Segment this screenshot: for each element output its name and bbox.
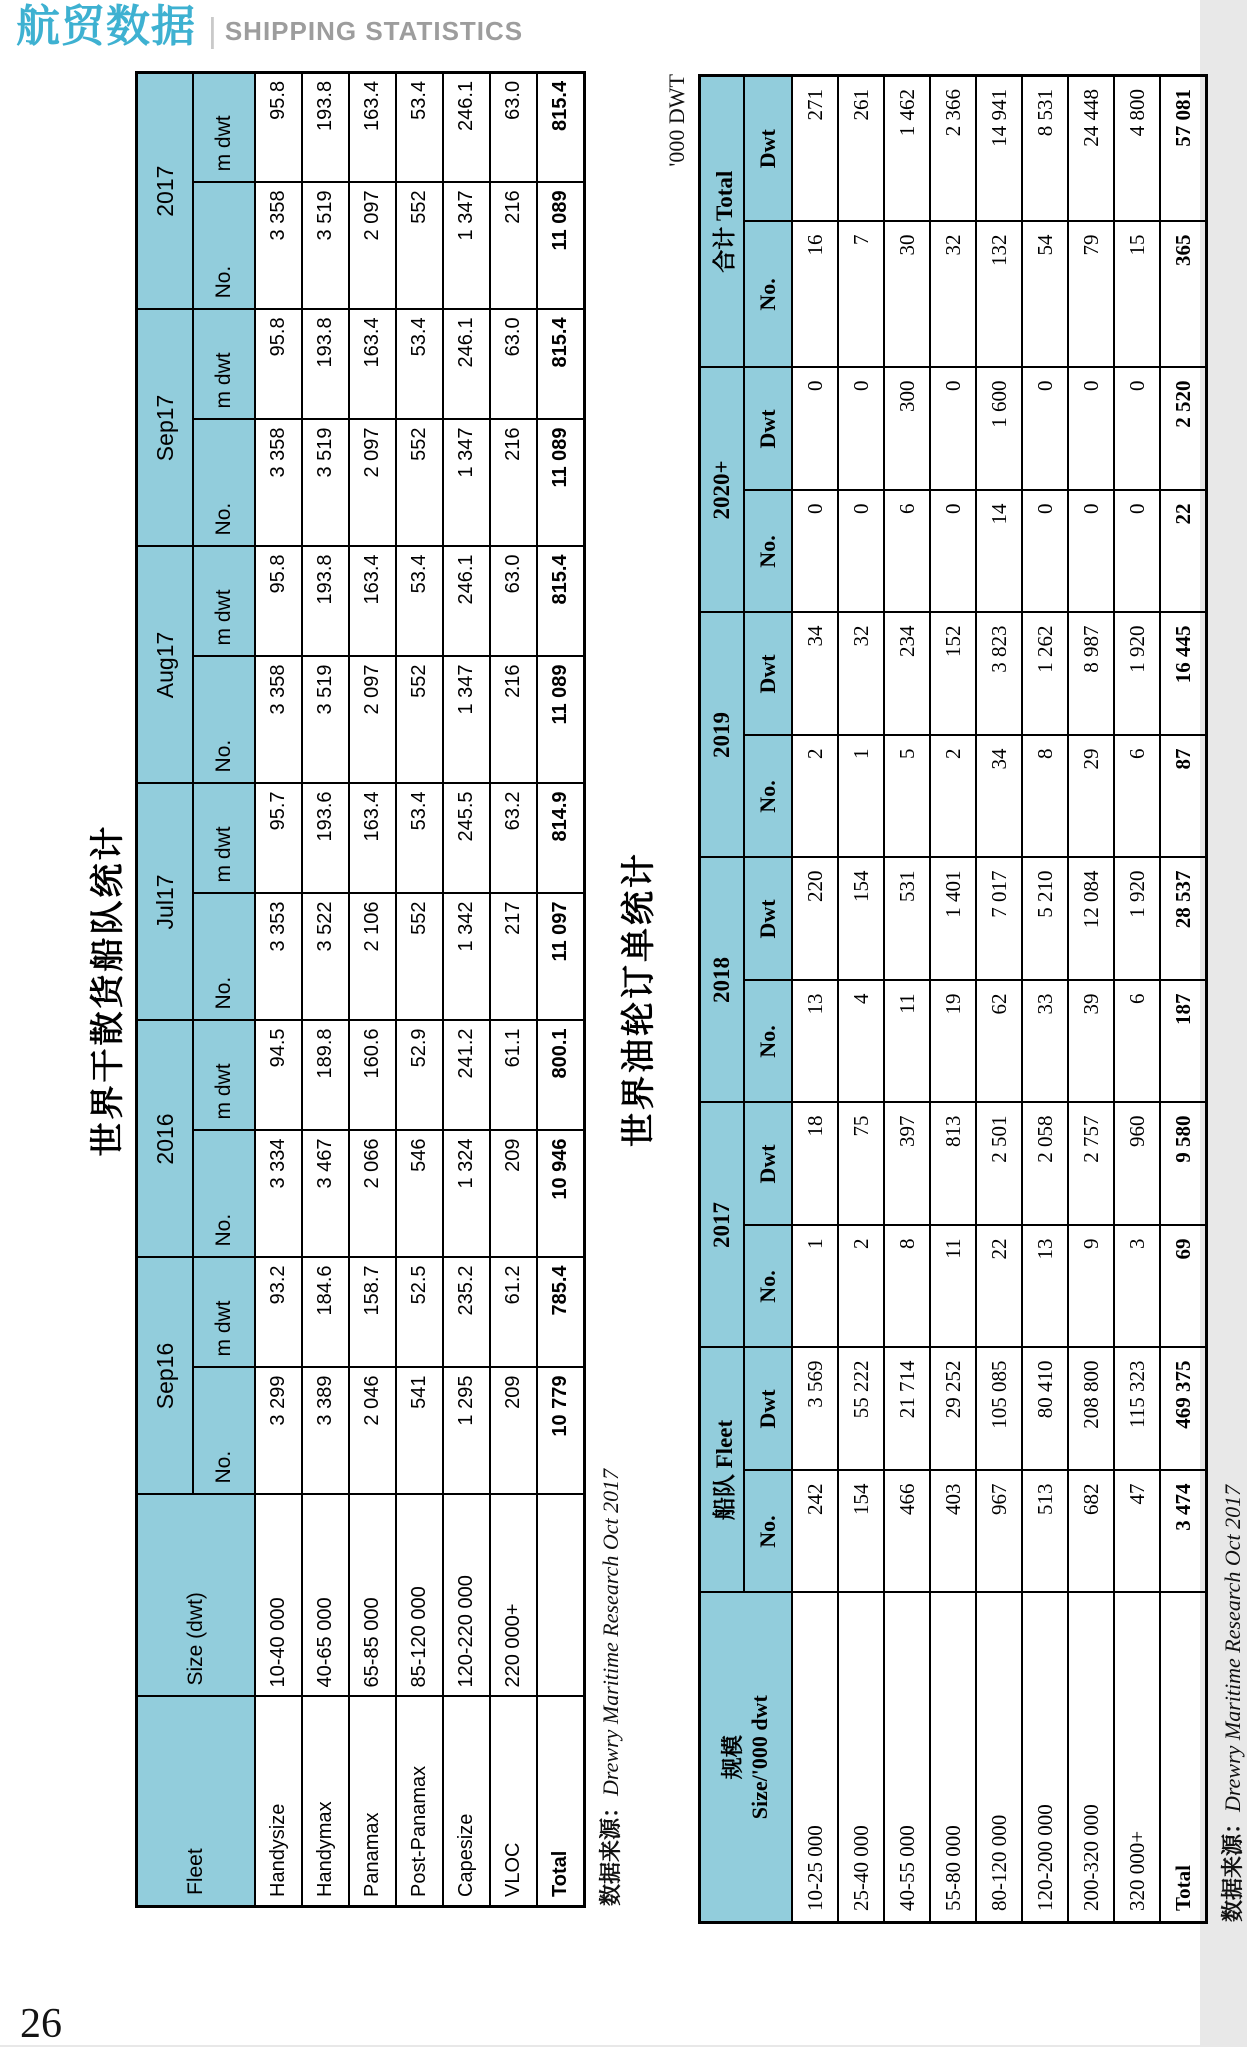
value-cell: 21 714 xyxy=(884,1347,930,1470)
value-cell: 466 xyxy=(884,1471,930,1593)
value-cell: 3 569 xyxy=(792,1347,838,1470)
value-cell: 30 xyxy=(884,221,930,367)
period-header: Sep16 xyxy=(137,1257,194,1494)
value-cell: 63.0 xyxy=(490,72,537,182)
value-cell: 682 xyxy=(1068,1471,1114,1593)
period-header: 2017 xyxy=(137,72,194,309)
value-cell: 552 xyxy=(396,182,443,309)
value-cell: 29 252 xyxy=(930,1347,976,1470)
value-cell: 246.1 xyxy=(443,72,490,182)
value-cell: 0 xyxy=(1114,490,1160,612)
value-cell: 14 xyxy=(976,490,1022,612)
fleet-column-header: Fleet xyxy=(137,1697,256,1907)
dwt-sub-header: Dwt xyxy=(744,1102,792,1225)
value-cell: 22 xyxy=(976,1225,1022,1347)
no-sub-header: No. xyxy=(193,419,255,546)
group-en: 2019 xyxy=(709,711,734,758)
fleet-name-cell: Capesize xyxy=(443,1697,490,1907)
value-cell: 241.2 xyxy=(443,1020,490,1130)
page-header-english-title: SHIPPING STATISTICS xyxy=(224,16,524,47)
value-cell: 403 xyxy=(930,1471,976,1593)
value-cell: 95.8 xyxy=(255,546,302,656)
value-cell: 53.4 xyxy=(396,783,443,893)
value-cell: 6 xyxy=(1114,980,1160,1102)
dwt-sub-header: Dwt xyxy=(744,75,792,221)
value-cell: 3 522 xyxy=(302,893,349,1020)
value-cell: 397 xyxy=(884,1102,930,1225)
value-cell: 13 xyxy=(1022,1225,1068,1347)
size-range-cell: 25-40 000 xyxy=(838,1593,884,1923)
value-cell: 1 920 xyxy=(1114,857,1160,980)
dry-bulk-table-title: 世界干散货船队统计 xyxy=(89,823,127,1157)
value-cell: 163.4 xyxy=(349,546,396,656)
value-cell: 2 058 xyxy=(1022,1102,1068,1225)
value-cell: 14 941 xyxy=(976,75,1022,221)
no-sub-header: No. xyxy=(193,1368,255,1495)
size-header-en: Size/'000 dwt xyxy=(747,1695,772,1820)
table-row xyxy=(884,75,930,1922)
value-cell: 2 066 xyxy=(349,1130,396,1257)
value-cell: 4 800 xyxy=(1114,75,1160,221)
value-cell: 552 xyxy=(396,419,443,546)
group-header-2017 xyxy=(700,1102,745,1347)
group-header-2018 xyxy=(700,857,745,1102)
size-range-cell: 40-55 000 xyxy=(884,1593,930,1923)
page-header xyxy=(16,4,523,50)
value-cell: 95.7 xyxy=(255,783,302,893)
value-cell: 3 358 xyxy=(255,656,302,783)
value-cell: 52.5 xyxy=(396,1257,443,1367)
fleet-name-cell: Post-Panamax xyxy=(396,1697,443,1907)
mdwt-sub-header: m dwt xyxy=(193,1020,255,1130)
no-sub-header: No. xyxy=(744,490,792,612)
value-cell: 2 501 xyxy=(976,1102,1022,1225)
no-sub-header: No. xyxy=(744,735,792,857)
value-cell: 0 xyxy=(1022,367,1068,490)
value-cell: 216 xyxy=(490,419,537,546)
value-cell: 2 xyxy=(792,735,838,857)
value-cell: 813 xyxy=(930,1102,976,1225)
value-cell: 79 xyxy=(1068,221,1114,367)
value-cell: 94.5 xyxy=(255,1020,302,1130)
table-row xyxy=(792,75,838,1922)
value-cell: 187 xyxy=(1160,980,1207,1102)
value-cell: 18 xyxy=(792,1102,838,1225)
size-range-cell: 40-65 000 xyxy=(302,1495,349,1697)
value-cell: 7 xyxy=(838,221,884,367)
dwt-sub-header: Dwt xyxy=(744,612,792,735)
value-cell: 552 xyxy=(396,893,443,1020)
value-cell: 95.8 xyxy=(255,309,302,419)
page-header-chinese-title: 航贸数据 xyxy=(16,2,196,51)
mdwt-sub-header: m dwt xyxy=(193,309,255,419)
value-cell: 4 xyxy=(838,980,884,1102)
value-cell: 87 xyxy=(1160,735,1207,857)
value-cell: 3 519 xyxy=(302,419,349,546)
value-cell: 75 xyxy=(838,1102,884,1225)
no-sub-header: No. xyxy=(193,182,255,309)
source-text: Drewry Maritime Research Oct 2017 xyxy=(598,1468,623,1796)
table-row xyxy=(1114,75,1160,1922)
value-cell: 815.4 xyxy=(537,309,585,419)
value-cell: 5 210 xyxy=(1022,857,1068,980)
value-cell: 189.8 xyxy=(302,1020,349,1130)
value-cell: 541 xyxy=(396,1368,443,1495)
size-range-cell: 220 000+ xyxy=(490,1495,537,1697)
size-range-cell: 120-220 000 xyxy=(443,1495,490,1697)
value-cell: 815.4 xyxy=(537,546,585,656)
value-cell: 8 987 xyxy=(1068,612,1114,735)
value-cell: 28 537 xyxy=(1160,857,1207,980)
value-cell: 3 358 xyxy=(255,182,302,309)
value-cell: 3 519 xyxy=(302,656,349,783)
tanker-orderbook-table xyxy=(698,74,1208,1924)
value-cell: 154 xyxy=(838,857,884,980)
value-cell: 16 xyxy=(792,221,838,367)
value-cell: 154 xyxy=(838,1471,884,1593)
value-cell: 0 xyxy=(1068,490,1114,612)
value-cell: 2 xyxy=(838,1225,884,1347)
value-cell: 1 401 xyxy=(930,857,976,980)
value-cell: 2 757 xyxy=(1068,1102,1114,1225)
value-cell: 1 347 xyxy=(443,656,490,783)
value-cell: 0 xyxy=(838,490,884,612)
no-sub-header: No. xyxy=(193,893,255,1020)
period-header: 2016 xyxy=(137,1020,194,1257)
size-range-cell: Total xyxy=(1160,1593,1207,1923)
size-column-header: Size (dwt) xyxy=(137,1495,256,1697)
no-sub-header: No. xyxy=(193,1130,255,1257)
mdwt-sub-header: m dwt xyxy=(193,783,255,893)
source-text: Drewry Maritime Research Oct 2017 xyxy=(1220,1484,1245,1812)
value-cell: 193.8 xyxy=(302,546,349,656)
group-header-row xyxy=(700,75,745,1922)
value-cell: 24 448 xyxy=(1068,75,1114,221)
group-en: 2020+ xyxy=(709,460,734,520)
value-cell: 163.4 xyxy=(349,72,396,182)
value-cell: 11 xyxy=(884,980,930,1102)
value-cell: 469 375 xyxy=(1160,1347,1207,1470)
value-cell: 3 334 xyxy=(255,1130,302,1257)
value-cell: 2 520 xyxy=(1160,367,1207,490)
value-cell: 1 920 xyxy=(1114,612,1160,735)
value-cell: 246.1 xyxy=(443,546,490,656)
source-label: 数据来源： xyxy=(1220,1811,1245,1922)
value-cell: 8 xyxy=(884,1225,930,1347)
size-range-cell: 65-85 000 xyxy=(349,1495,396,1697)
value-cell: 785.4 xyxy=(537,1257,585,1367)
fleet-name-cell: Handysize xyxy=(255,1697,302,1907)
value-cell: 193.8 xyxy=(302,72,349,182)
value-cell: 1 347 xyxy=(443,419,490,546)
value-cell: 0 xyxy=(838,367,884,490)
value-cell: 8 531 xyxy=(1022,75,1068,221)
value-cell: 132 xyxy=(976,221,1022,367)
value-cell: 6 xyxy=(1114,735,1160,857)
size-column-header xyxy=(700,1593,793,1923)
value-cell: 53.4 xyxy=(396,72,443,182)
period-header: Aug17 xyxy=(137,546,194,783)
value-cell: 1 262 xyxy=(1022,612,1068,735)
value-cell: 0 xyxy=(792,367,838,490)
value-cell: 0 xyxy=(1022,490,1068,612)
value-cell: 105 085 xyxy=(976,1347,1022,1470)
page-number: 26 xyxy=(20,2001,62,2047)
value-cell: 300 xyxy=(884,367,930,490)
value-cell: 220 xyxy=(792,857,838,980)
value-cell: 546 xyxy=(396,1130,443,1257)
value-cell: 33 xyxy=(1022,980,1068,1102)
value-cell: 0 xyxy=(930,367,976,490)
value-cell: 193.8 xyxy=(302,309,349,419)
value-cell: 3 389 xyxy=(302,1368,349,1495)
fleet-name-cell: VLOC xyxy=(490,1697,537,1907)
value-cell: 54 xyxy=(1022,221,1068,367)
source-label: 数据来源： xyxy=(598,1795,623,1906)
value-cell: 3 299 xyxy=(255,1368,302,1495)
table-row xyxy=(976,75,1022,1922)
value-cell: 0 xyxy=(1068,367,1114,490)
size-range-cell: 10-40 000 xyxy=(255,1495,302,1697)
value-cell: 513 xyxy=(1022,1471,1068,1593)
value-cell: 55 222 xyxy=(838,1347,884,1470)
value-cell: 160.6 xyxy=(349,1020,396,1130)
value-cell: 32 xyxy=(838,612,884,735)
group-zh: 合计 xyxy=(711,226,737,273)
no-sub-header: No. xyxy=(744,221,792,367)
value-cell: 217 xyxy=(490,893,537,1020)
value-cell: 1 462 xyxy=(884,75,930,221)
value-cell: 234 xyxy=(884,612,930,735)
value-cell: 1 347 xyxy=(443,182,490,309)
period-header-row xyxy=(137,72,194,1906)
value-cell: 32 xyxy=(930,221,976,367)
table-row xyxy=(349,72,396,1906)
value-cell: 10 779 xyxy=(537,1368,585,1495)
size-range-cell: 80-120 000 xyxy=(976,1593,1022,1923)
table-row xyxy=(930,75,976,1922)
value-cell: 61.2 xyxy=(490,1257,537,1367)
value-cell: 2 097 xyxy=(349,182,396,309)
value-cell: 3 467 xyxy=(302,1130,349,1257)
value-cell: 216 xyxy=(490,656,537,783)
dwt-sub-header: Dwt xyxy=(744,1347,792,1470)
value-cell: 163.4 xyxy=(349,783,396,893)
value-cell: 365 xyxy=(1160,221,1207,367)
group-en: 2017 xyxy=(709,1201,734,1248)
value-cell: 16 445 xyxy=(1160,612,1207,735)
value-cell: 10 946 xyxy=(537,1130,585,1257)
dwt-sub-header: Dwt xyxy=(744,367,792,490)
value-cell: 34 xyxy=(976,735,1022,857)
value-cell: 0 xyxy=(1114,367,1160,490)
value-cell: 2 046 xyxy=(349,1368,396,1495)
value-cell: 193.6 xyxy=(302,783,349,893)
value-cell: 1 xyxy=(792,1225,838,1347)
value-cell: 209 xyxy=(490,1368,537,1495)
value-cell: 61.1 xyxy=(490,1020,537,1130)
dwt-sub-header: Dwt xyxy=(744,857,792,980)
value-cell: 152 xyxy=(930,612,976,735)
value-cell: 1 295 xyxy=(443,1368,490,1495)
value-cell: 9 580 xyxy=(1160,1102,1207,1225)
value-cell: 80 410 xyxy=(1022,1347,1068,1470)
value-cell: 6 xyxy=(884,490,930,612)
value-cell: 1 600 xyxy=(976,367,1022,490)
value-cell: 63.0 xyxy=(490,309,537,419)
value-cell: 12 084 xyxy=(1068,857,1114,980)
value-cell: 184.6 xyxy=(302,1257,349,1367)
no-sub-header: No. xyxy=(193,656,255,783)
fleet-name-cell: Handymax xyxy=(302,1697,349,1907)
period-header: Sep17 xyxy=(137,309,194,546)
value-cell: 29 xyxy=(1068,735,1114,857)
mdwt-sub-header: m dwt xyxy=(193,546,255,656)
value-cell: 235.2 xyxy=(443,1257,490,1367)
no-sub-header: No. xyxy=(744,1471,792,1593)
value-cell: 11 089 xyxy=(537,419,585,546)
group-en: 2018 xyxy=(709,956,734,1003)
mdwt-sub-header: m dwt xyxy=(193,72,255,182)
value-cell: 800.1 xyxy=(537,1020,585,1130)
value-cell: 11 xyxy=(930,1225,976,1347)
table-row xyxy=(396,72,443,1906)
value-cell: 53.4 xyxy=(396,546,443,656)
size-range-cell: 320 000+ xyxy=(1114,1593,1160,1923)
table-row xyxy=(838,75,884,1922)
size-range-cell: 55-80 000 xyxy=(930,1593,976,1923)
value-cell: 3 823 xyxy=(976,612,1022,735)
value-cell: 15 xyxy=(1114,221,1160,367)
value-cell: 216 xyxy=(490,182,537,309)
value-cell: 245.5 xyxy=(443,783,490,893)
no-sub-header: No. xyxy=(744,1225,792,1347)
value-cell: 11 089 xyxy=(537,182,585,309)
group-header-total xyxy=(700,75,745,367)
value-cell: 2 097 xyxy=(349,656,396,783)
value-cell: 22 xyxy=(1160,490,1207,612)
fleet-name-cell: Total xyxy=(537,1697,585,1907)
size-header-zh: 规模 xyxy=(719,1735,745,1780)
dry-bulk-table-block xyxy=(85,72,623,1908)
value-cell: 2 366 xyxy=(930,75,976,221)
value-cell: 531 xyxy=(884,857,930,980)
value-cell: 13 xyxy=(792,980,838,1102)
value-cell: 93.2 xyxy=(255,1257,302,1367)
unit-label: '000 DWT xyxy=(664,74,689,167)
value-cell: 63.2 xyxy=(490,783,537,893)
group-header-fleet xyxy=(700,1347,745,1592)
no-sub-header: No. xyxy=(744,980,792,1102)
value-cell: 3 519 xyxy=(302,182,349,309)
table-row xyxy=(537,72,585,1906)
value-cell: 3 xyxy=(1114,1225,1160,1347)
table-row xyxy=(1022,75,1068,1922)
group-en: Total xyxy=(711,170,737,221)
header-divider: | xyxy=(208,12,217,51)
value-cell: 8 xyxy=(1022,735,1068,857)
value-cell: 39 xyxy=(1068,980,1114,1102)
tanker-table-block xyxy=(618,60,1245,1938)
value-cell: 208 800 xyxy=(1068,1347,1114,1470)
group-header-2020plus xyxy=(700,367,745,612)
value-cell: 271 xyxy=(792,75,838,221)
value-cell: 0 xyxy=(930,490,976,612)
value-cell: 242 xyxy=(792,1471,838,1593)
group-zh: 船队 xyxy=(711,1474,737,1521)
value-cell: 7 017 xyxy=(976,857,1022,980)
value-cell: 261 xyxy=(838,75,884,221)
value-cell: 2 097 xyxy=(349,419,396,546)
value-cell: 69 xyxy=(1160,1225,1207,1347)
value-cell: 57 081 xyxy=(1160,75,1207,221)
table-row xyxy=(302,72,349,1906)
value-cell: 209 xyxy=(490,1130,537,1257)
value-cell: 0 xyxy=(792,490,838,612)
tanker-table-title: 世界油轮订单统计 xyxy=(620,851,658,1147)
value-cell: 1 342 xyxy=(443,893,490,1020)
group-en: Fleet xyxy=(711,1419,737,1469)
value-cell: 2 xyxy=(930,735,976,857)
size-range-cell: 10-25 000 xyxy=(792,1593,838,1923)
table-row xyxy=(1068,75,1114,1922)
value-cell: 19 xyxy=(930,980,976,1102)
fleet-name-cell: Panamax xyxy=(349,1697,396,1907)
value-cell: 3 358 xyxy=(255,419,302,546)
value-cell: 62 xyxy=(976,980,1022,1102)
value-cell: 3 474 xyxy=(1160,1471,1207,1593)
table-row xyxy=(490,72,537,1906)
group-header-2019 xyxy=(700,612,745,857)
value-cell: 5 xyxy=(884,735,930,857)
size-range-cell: 200-320 000 xyxy=(1068,1593,1114,1923)
period-header: Jul17 xyxy=(137,783,194,1020)
value-cell: 815.4 xyxy=(537,72,585,182)
size-range-cell xyxy=(537,1495,585,1697)
value-cell: 814.9 xyxy=(537,783,585,893)
value-cell: 53.4 xyxy=(396,309,443,419)
value-cell: 11 097 xyxy=(537,893,585,1020)
size-range-cell: 120-200 000 xyxy=(1022,1593,1068,1923)
mdwt-sub-header: m dwt xyxy=(193,1257,255,1367)
table-row xyxy=(255,72,302,1906)
size-range-cell: 85-120 000 xyxy=(396,1495,443,1697)
value-cell: 960 xyxy=(1114,1102,1160,1225)
table-row xyxy=(1160,75,1207,1922)
value-cell: 95.8 xyxy=(255,72,302,182)
value-cell: 246.1 xyxy=(443,309,490,419)
value-cell: 34 xyxy=(792,612,838,735)
value-cell: 1 324 xyxy=(443,1130,490,1257)
value-cell: 1 xyxy=(838,735,884,857)
value-cell: 967 xyxy=(976,1471,1022,1593)
value-cell: 63.0 xyxy=(490,546,537,656)
value-cell: 9 xyxy=(1068,1225,1114,1347)
value-cell: 115 323 xyxy=(1114,1347,1160,1470)
value-cell: 47 xyxy=(1114,1471,1160,1593)
value-cell: 163.4 xyxy=(349,309,396,419)
value-cell: 158.7 xyxy=(349,1257,396,1367)
dry-bulk-fleet-table xyxy=(135,71,586,1908)
value-cell: 2 106 xyxy=(349,893,396,1020)
value-cell: 11 089 xyxy=(537,656,585,783)
value-cell: 552 xyxy=(396,656,443,783)
value-cell: 3 353 xyxy=(255,893,302,1020)
tanker-source-note xyxy=(1216,60,1247,1924)
table-row xyxy=(443,72,490,1906)
value-cell: 52.9 xyxy=(396,1020,443,1130)
